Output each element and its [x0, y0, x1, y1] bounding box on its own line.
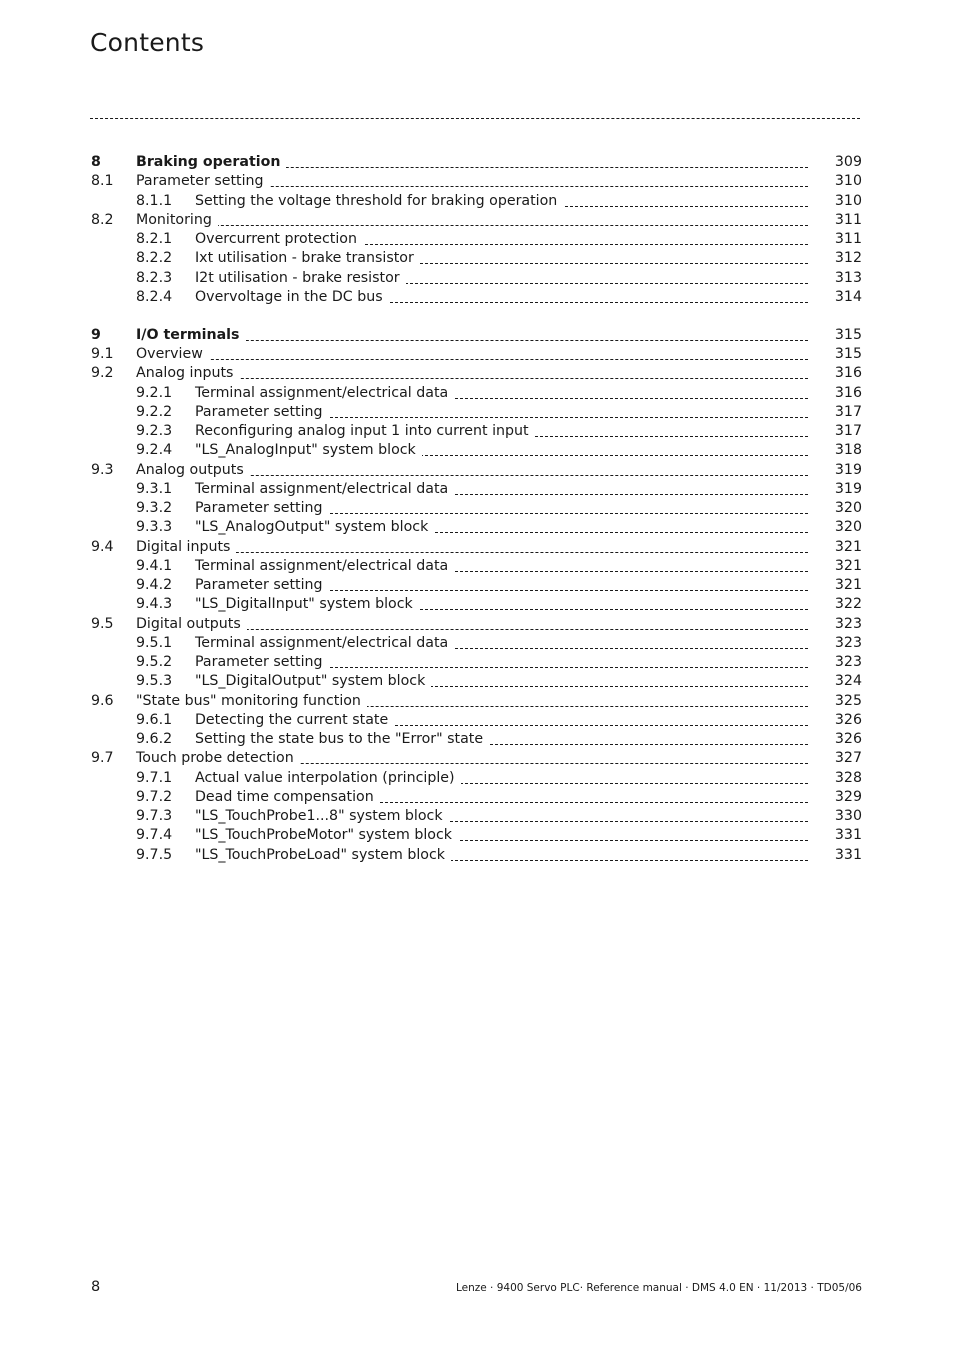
toc-entry[interactable]	[0, 345, 954, 364]
toc-entry-title[interactable]: "LS_DigitalOutput" system block	[195, 672, 431, 691]
toc-entry-page[interactable]: 321	[834, 577, 862, 593]
toc-entry-number: 9.2	[91, 365, 114, 382]
toc-entry-number: 9.5	[91, 615, 114, 632]
toc-entry[interactable]	[0, 326, 954, 345]
toc-entry-number: 9.4	[91, 538, 114, 555]
toc-entry-title[interactable]: Analog outputs	[136, 461, 250, 480]
toc-entry-page[interactable]: 317	[834, 403, 862, 420]
toc-entry-title[interactable]: Parameter setting	[195, 576, 329, 595]
toc-entry[interactable]	[0, 595, 954, 614]
toc-entry[interactable]	[0, 788, 954, 807]
toc-entry[interactable]	[0, 846, 954, 865]
toc-entry[interactable]	[0, 249, 954, 268]
toc-entry-title[interactable]: Touch probe detection	[136, 749, 300, 768]
toc-entry-page[interactable]: 331	[834, 846, 862, 863]
toc-entry-number: 9.7.1	[136, 769, 173, 786]
toc-entry-number: 8.1	[91, 173, 114, 190]
toc-entry-title[interactable]: Terminal assignment/electrical data	[195, 557, 454, 576]
toc-entry[interactable]	[0, 269, 954, 288]
toc-entry-page[interactable]: 318	[834, 442, 862, 459]
toc-entry-page[interactable]: 324	[834, 673, 862, 690]
toc-entry[interactable]	[0, 576, 954, 595]
toc-entry[interactable]	[0, 653, 954, 672]
toc-entry-page[interactable]: 310	[834, 192, 862, 209]
toc-entry[interactable]	[0, 172, 954, 191]
toc-entry-page[interactable]: 311	[834, 231, 862, 247]
toc-entry-title[interactable]: "LS_TouchProbeLoad" system block	[195, 846, 451, 865]
toc-entry-number: 9.3.2	[136, 500, 173, 516]
toc-entry-title[interactable]: Detecting the current state	[195, 711, 394, 730]
toc-entry-page[interactable]: 322	[834, 596, 862, 613]
toc-entry[interactable]	[0, 422, 954, 441]
toc-entry-page[interactable]: 313	[834, 269, 862, 286]
toc-entry-title[interactable]: Reconfiguring analog input 1 into current input	[195, 422, 535, 441]
toc-entry-page[interactable]: 327	[834, 750, 862, 767]
toc-entry[interactable]	[0, 730, 954, 749]
toc-entry[interactable]	[0, 634, 954, 653]
toc-entry-title[interactable]: Monitoring	[136, 211, 218, 230]
toc-entry-page[interactable]: 310	[834, 173, 862, 190]
toc-entry-number: 8.2.3	[136, 269, 173, 286]
toc-entry-page[interactable]: 329	[834, 788, 862, 805]
toc-leader-line	[136, 552, 808, 553]
toc-entry[interactable]	[0, 538, 954, 557]
page-title: Contents	[90, 28, 205, 57]
toc-entry-title[interactable]: Setting the state bus to the "Error" state	[195, 730, 489, 749]
toc-entry-title[interactable]: Dead time compensation	[195, 788, 380, 807]
toc-entry-title[interactable]: "LS_AnalogOutput" system block	[195, 518, 434, 537]
toc-entry-number: 9.3	[91, 461, 114, 478]
toc-entry-number: 9.2.4	[136, 442, 173, 459]
toc-entry-number: 9.3.3	[136, 519, 173, 536]
toc-entry-title[interactable]: I2t utilisation - brake resistor	[195, 269, 406, 288]
toc-entry-number: 9.5.3	[136, 673, 173, 690]
toc-entry-page[interactable]: 323	[834, 615, 862, 632]
toc-entry[interactable]	[0, 364, 954, 383]
toc-entry[interactable]	[0, 518, 954, 537]
toc-entry-page[interactable]: 321	[834, 538, 862, 555]
toc-entry[interactable]	[0, 499, 954, 518]
toc-entry-number: 8	[91, 154, 101, 170]
toc-entry-number: 9.7	[91, 750, 114, 767]
toc-entry-page[interactable]: 314	[834, 288, 862, 305]
toc-entry-title[interactable]: I/O terminals	[136, 326, 246, 345]
toc-entry-page[interactable]: 309	[834, 154, 862, 170]
toc-entry-page[interactable]: 323	[834, 634, 862, 651]
toc-entry-page[interactable]: 315	[834, 346, 862, 362]
toc-entry-number: 9.7.5	[136, 846, 173, 863]
toc-leader-line	[136, 225, 808, 226]
toc-entry-title[interactable]: Overview	[136, 345, 209, 364]
toc-entry-number: 9.7.4	[136, 827, 173, 844]
toc-entry-number: 8.2.1	[136, 231, 173, 247]
toc-entry[interactable]	[0, 480, 954, 499]
toc-entry-number: 8.1.1	[136, 192, 173, 209]
toc-entry-title[interactable]: Terminal assignment/electrical data	[195, 634, 454, 653]
toc-entry-page[interactable]: 326	[834, 711, 862, 728]
toc-entry-title[interactable]: Digital outputs	[136, 615, 247, 634]
toc-entry-number: 8.2	[91, 211, 114, 228]
toc-entry-number: 9.4.2	[136, 577, 173, 593]
toc-entry-number: 9	[91, 326, 101, 343]
toc-entry-number: 9.1	[91, 346, 114, 362]
toc-entry-page[interactable]: 319	[834, 461, 862, 478]
toc-entry-title[interactable]: Parameter setting	[136, 172, 270, 191]
toc-entry-number: 9.3.1	[136, 480, 173, 497]
toc-entry-number: 8.2.4	[136, 288, 173, 305]
toc-entry-title[interactable]: Setting the voltage threshold for braking operation	[195, 192, 563, 211]
toc-entry[interactable]	[0, 192, 954, 211]
toc-entry-number: 9.7.3	[136, 808, 173, 824]
toc-entry-number: 9.2.1	[136, 384, 173, 401]
toc-entry-page[interactable]: 312	[834, 250, 862, 267]
toc-entry-number: 8.2.2	[136, 250, 173, 267]
toc-entry-title[interactable]: "LS_DigitalInput" system block	[195, 595, 419, 614]
toc-entry-number: 9.5.1	[136, 634, 173, 651]
toc-leader-line	[136, 359, 808, 360]
toc-entry-number: 9.2.3	[136, 423, 173, 439]
toc-entry-number: 9.6.1	[136, 711, 173, 728]
toc-entry-page[interactable]: 316	[834, 384, 862, 401]
toc-entry-title[interactable]: Parameter setting	[195, 653, 329, 672]
toc-entry-number: 9.6.2	[136, 731, 173, 747]
toc-entry-page[interactable]: 315	[834, 326, 862, 343]
toc-entry-number: 9.2.2	[136, 403, 173, 420]
toc-entry[interactable]	[0, 807, 954, 826]
toc-entry-title[interactable]: Digital inputs	[136, 538, 236, 557]
toc-entry-page[interactable]: 319	[834, 480, 862, 497]
toc-entry-page[interactable]: 320	[834, 500, 862, 516]
toc-entry[interactable]	[0, 153, 954, 172]
toc-entry-page[interactable]: 331	[834, 827, 862, 844]
toc-entry-page[interactable]: 316	[834, 365, 862, 382]
toc-entry[interactable]	[0, 615, 954, 634]
toc-entry-title[interactable]: Terminal assignment/electrical data	[195, 480, 454, 499]
toc-entry-title[interactable]: Braking operation	[136, 153, 286, 172]
toc-entry[interactable]	[0, 672, 954, 691]
toc-entry-number: 9.4.3	[136, 596, 173, 613]
toc-entry[interactable]	[0, 826, 954, 845]
toc-entry-title[interactable]: Overcurrent protection	[195, 230, 363, 249]
toc-entry-title[interactable]: "LS_TouchProbe1...8" system block	[195, 807, 449, 826]
toc-entry[interactable]	[0, 557, 954, 576]
toc-entry-title[interactable]: "LS_AnalogInput" system block	[195, 441, 422, 460]
toc-entry-page[interactable]: 311	[834, 211, 862, 228]
toc-entry-title[interactable]: "State bus" monitoring function	[136, 692, 367, 711]
toc-entry-number: 9.6	[91, 692, 114, 709]
toc-entry-title[interactable]: Parameter setting	[195, 499, 329, 518]
toc-entry[interactable]	[0, 403, 954, 422]
toc-entry-page[interactable]: 320	[834, 519, 862, 536]
toc-entry-page[interactable]: 325	[834, 692, 862, 709]
toc-entry-number: 9.7.2	[136, 788, 173, 805]
toc-entry-title[interactable]: Actual value interpolation (principle)	[195, 769, 461, 788]
toc-entry[interactable]	[0, 769, 954, 788]
toc-entry-title[interactable]: Analog inputs	[136, 364, 239, 383]
toc-entry-title[interactable]: Overvoltage in the DC bus	[195, 288, 389, 307]
toc-entry[interactable]	[0, 211, 954, 230]
toc-entry-page[interactable]: 326	[834, 731, 862, 747]
toc-entry[interactable]	[0, 711, 954, 730]
footer-document-info: Lenze · 9400 Servo PLC· Reference manual · DMS 4.0 EN · 11/2013 · TD05/06	[455, 1282, 862, 1294]
toc-entry[interactable]	[0, 441, 954, 460]
toc-entry-number: 9.4.1	[136, 557, 173, 574]
toc-entry[interactable]	[0, 288, 954, 307]
toc-entry[interactable]	[0, 749, 954, 768]
table-of-contents	[0, 153, 954, 865]
toc-entry-page[interactable]: 321	[834, 557, 862, 574]
toc-entry-title[interactable]: Terminal assignment/electrical data	[195, 384, 454, 403]
toc-entry-number: 9.5.2	[136, 654, 173, 670]
header-divider	[90, 118, 860, 119]
toc-entry[interactable]	[0, 230, 954, 249]
footer-page-number: 8	[91, 1279, 101, 1295]
toc-entry-page[interactable]: 323	[834, 654, 862, 670]
toc-entry-page[interactable]: 330	[834, 808, 862, 824]
toc-entry-title[interactable]: Ixt utilisation - brake transistor	[195, 249, 420, 268]
toc-entry[interactable]	[0, 384, 954, 403]
toc-entry[interactable]	[0, 461, 954, 480]
toc-entry-title[interactable]: Parameter setting	[195, 403, 329, 422]
toc-entry[interactable]	[0, 692, 954, 711]
toc-entry-title[interactable]: "LS_TouchProbeMotor" system block	[195, 826, 458, 845]
toc-entry-page[interactable]: 317	[834, 423, 862, 439]
toc-entry-page[interactable]: 328	[834, 769, 862, 786]
